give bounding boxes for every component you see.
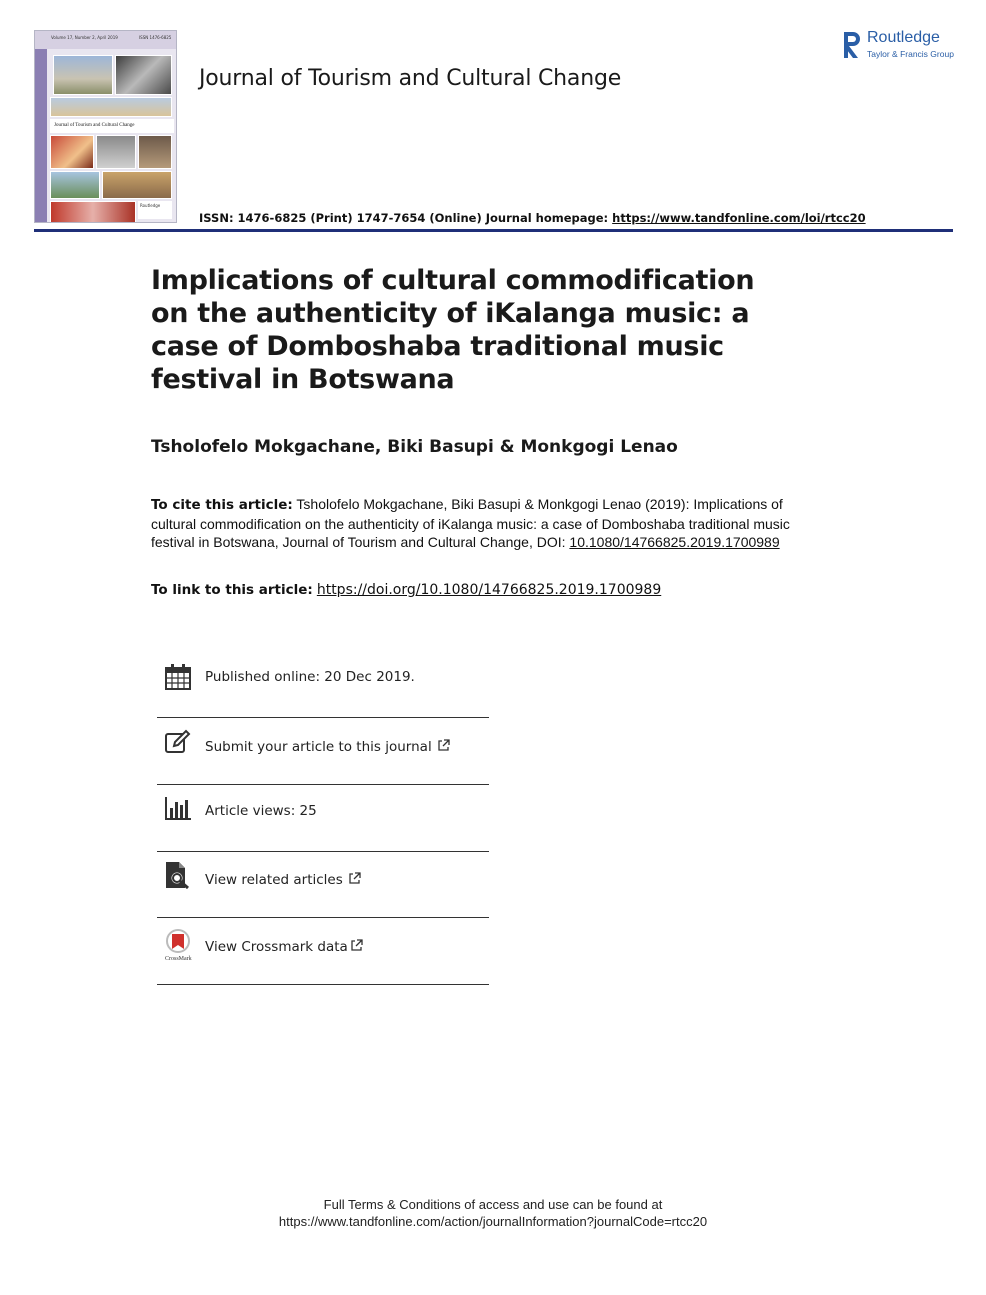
published-online-row — [157, 660, 489, 700]
external-link-icon — [348, 872, 361, 885]
article-authors: Tsholofelo Mokgachane, Biki Basupi & Monkgogi Lenao — [151, 437, 678, 457]
info-divider — [157, 717, 489, 718]
cover-publisher: Routledge — [138, 201, 172, 219]
cover-photo — [53, 55, 113, 95]
cover-photo — [50, 201, 136, 223]
cite-doi-link[interactable]: 10.1080/14766825.2019.1700989 — [569, 534, 780, 550]
article-views-label: Article views: 25 — [205, 803, 317, 819]
cover-photo — [50, 135, 94, 169]
related-articles-label: View related articles — [205, 872, 343, 888]
edit-icon — [164, 728, 192, 756]
crossmark-icon — [164, 929, 192, 957]
calendar-icon — [164, 663, 192, 691]
cover-issn: ISSN 1476-6825 — [139, 35, 172, 40]
related-articles-row[interactable] — [157, 860, 489, 908]
routledge-r-icon — [842, 30, 862, 60]
footer — [0, 1196, 986, 1230]
document-search-icon — [164, 861, 192, 889]
publisher-brand: Routledge — [867, 29, 940, 46]
cover-photo — [138, 135, 172, 169]
external-link-icon — [350, 939, 363, 952]
bar-chart-icon — [164, 794, 192, 822]
cover-photo — [102, 171, 172, 199]
info-divider — [157, 917, 489, 918]
cover-photo — [115, 55, 172, 95]
external-link-icon — [437, 739, 450, 752]
info-divider — [157, 784, 489, 785]
article-doi-link[interactable]: https://doi.org/10.1080/14766825.2019.1700989 — [316, 582, 662, 598]
crossmark-caption: CrossMark — [165, 956, 192, 962]
cover-top-band — [35, 31, 176, 49]
journal-title[interactable]: Journal of Tourism and Cultural Change — [199, 66, 622, 91]
cite-text: Tsholofelo Mokgachane, Biki Basupi & Monkgogi Lenao (2019): Implications of cultural commodification on the authenticity of iKalanga music: a case of Domboshaba traditional music festival in Botswana, Journal of Tourism and Cultural Change, DOI: — [151, 496, 790, 550]
crossmark-label: View Crossmark data — [205, 939, 348, 955]
footer-terms-link[interactable]: https://www.tandfonline.com/action/journalInformation?journalCode=rtcc20 — [278, 1214, 708, 1229]
crossmark-row[interactable] — [157, 926, 489, 974]
cover-title: Journal of Tourism and Cultural Change — [50, 119, 174, 133]
citation-block — [151, 495, 831, 552]
published-online-label: Published online: 20 Dec 2019. — [205, 669, 415, 685]
info-divider — [157, 984, 489, 985]
cover-photo — [96, 135, 136, 169]
info-divider — [157, 851, 489, 852]
submit-article-row[interactable] — [157, 726, 489, 774]
issn-text: ISSN: 1476-6825 (Print) 1747-7654 (Online) Journal homepage: — [199, 211, 613, 225]
crossmark-link[interactable] — [205, 939, 363, 955]
cover-color-strip — [35, 49, 47, 223]
cite-label: To cite this article: — [151, 497, 293, 513]
header-divider — [34, 229, 953, 232]
publisher-sub: Taylor & Francis Group — [867, 49, 954, 59]
cover-top-text: Volume 17, Number 2, April 2019 — [51, 35, 118, 40]
cover-photo — [50, 97, 172, 117]
journal-cover-image — [34, 30, 177, 223]
issn-line — [199, 211, 866, 225]
footer-line-1: Full Terms & Conditions of access and use can be found at — [323, 1197, 663, 1212]
submit-article-link[interactable] — [205, 739, 450, 755]
link-label: To link to this article: — [151, 582, 313, 598]
cover-photo — [50, 171, 100, 199]
article-link-line — [151, 582, 661, 598]
submit-article-label: Submit your article to this journal — [205, 739, 432, 755]
journal-homepage-link[interactable]: https://www.tandfonline.com/loi/rtcc20 — [612, 211, 866, 225]
related-articles-link[interactable] — [205, 872, 361, 888]
article-title: Implications of cultural commodification on the authenticity of iKalanga music: a case of Domboshaba traditional music festival in Botswana — [151, 265, 755, 395]
routledge-logo — [842, 30, 957, 62]
article-views-row — [157, 792, 489, 838]
